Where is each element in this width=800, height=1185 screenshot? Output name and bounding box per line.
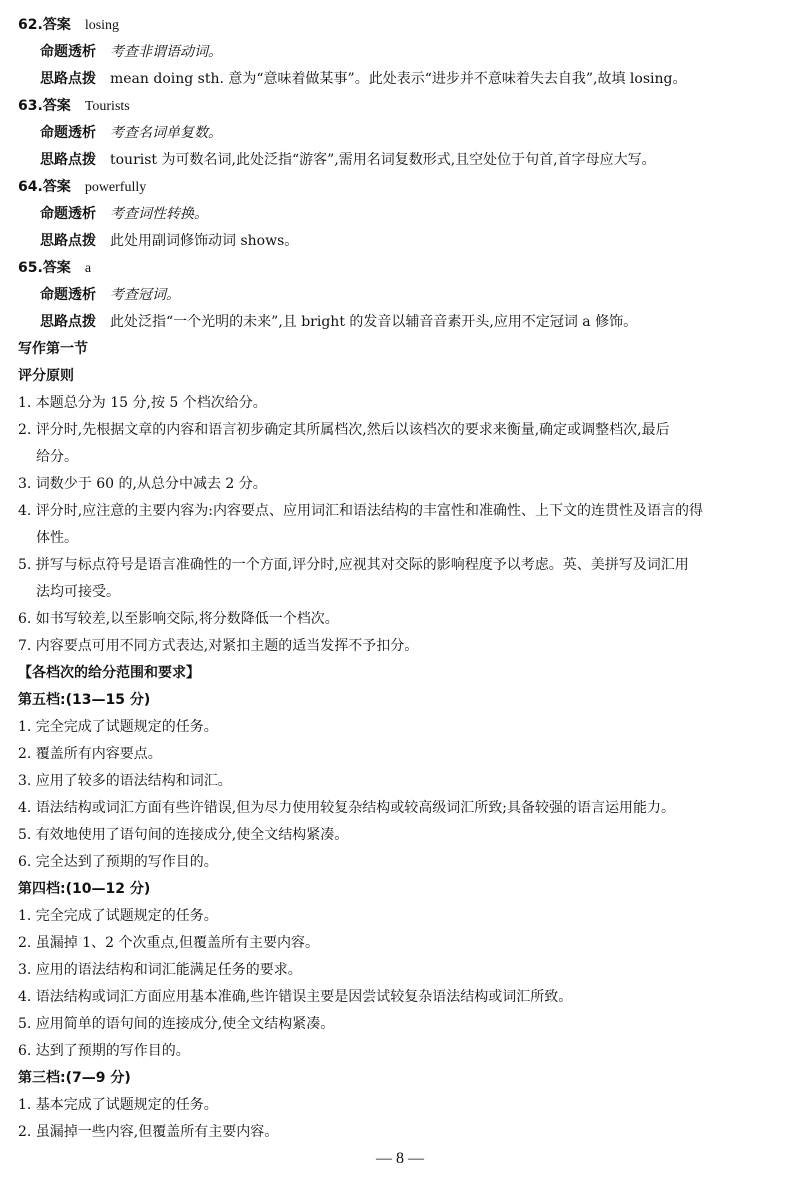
level-5-item: 3. 应用了较多的语法结构和词汇。 xyxy=(18,773,232,789)
hint-64 xyxy=(18,228,786,255)
level-5-item: 5. 有效地使用了语句间的连接成分,使全文结构紧凑。 xyxy=(18,827,349,843)
hint-label: 思路点拨 xyxy=(40,71,96,87)
hint-label: 思路点拨 xyxy=(40,233,96,249)
section-title: 写作第一节 xyxy=(18,341,88,357)
level-3-item: 1. 基本完成了试题规定的任务。 xyxy=(18,1097,218,1113)
answer-value: a xyxy=(84,261,92,276)
question-number: 62. xyxy=(18,17,43,33)
analysis-text: 考查词性转换。 xyxy=(110,206,208,222)
principle-item: 5. 拼写与标点符号是语言准确性的一个方面,评分时,应视其对交际的影响程度予以考虑。英、美拼写及词汇用 xyxy=(18,557,689,573)
principle-item: 1. 本题总分为 15 分,按 5 个档次给分。 xyxy=(18,395,267,411)
analysis-label: 命题透析 xyxy=(40,125,96,141)
principles-title: 评分原则 xyxy=(18,368,74,384)
principle-item-continued: 法均可接受。 xyxy=(36,584,120,600)
level-5-item: 2. 覆盖所有内容要点。 xyxy=(18,746,162,762)
level-4-item: 5. 应用简单的语句间的连接成分,使全文结构紧凑。 xyxy=(18,1016,335,1032)
level-4-item: 4. 语法结构或词汇方面应用基本准确,些许错误主要是因尝试较复杂语法结构或词汇所致。 xyxy=(18,989,573,1005)
analysis-text: 考查冠词。 xyxy=(110,287,180,303)
level-4-item: 6. 达到了预期的写作目的。 xyxy=(18,1043,190,1059)
question-number: 65. xyxy=(18,260,43,276)
analysis-label: 命题透析 xyxy=(40,287,96,303)
principle-item: 7. 内容要点可用不同方式表达,对紧扣主题的适当发挥不予扣分。 xyxy=(18,638,419,654)
answer-value: losing xyxy=(84,18,120,33)
level-5-item: 4. 语法结构或词汇方面有些许错误,但为尽力使用较复杂结构或较高级词汇所致;具备较强的语言运用能力。 xyxy=(18,800,675,816)
answer-value: powerfully xyxy=(84,180,147,195)
answer-label: 答案 xyxy=(42,17,71,33)
level-5-item: 6. 完全达到了预期的写作目的。 xyxy=(18,854,218,870)
answer-value: Tourists xyxy=(84,99,130,114)
hint-65 xyxy=(18,309,786,336)
principle-item: 6. 如书写较差,以至影响交际,将分数降低一个档次。 xyxy=(18,611,339,627)
level-3-item: 2. 虽漏掉一些内容,但覆盖所有主要内容。 xyxy=(18,1124,279,1140)
principle-item-continued: 体性。 xyxy=(36,530,78,546)
page-content xyxy=(18,12,786,1146)
level-4-item: 2. 虽漏掉 1、2 个次重点,但覆盖所有主要内容。 xyxy=(18,935,319,951)
levels-title: 【各档次的给分范围和要求】 xyxy=(18,665,200,681)
analysis-label: 命题透析 xyxy=(40,206,96,222)
analysis-62 xyxy=(18,39,786,66)
level-5-title: 第五档:(13—15 分) xyxy=(18,692,151,708)
analysis-63 xyxy=(18,120,786,147)
answer-label: 答案 xyxy=(42,98,71,114)
hint-text: mean doing sth. 意为“意味着做某事”。此处表示“进步并不意味着失去自我”,故填 losing。 xyxy=(110,71,687,87)
answer-64 xyxy=(18,174,786,201)
hint-63 xyxy=(18,147,786,174)
analysis-text: 考查非谓语动词。 xyxy=(110,44,222,60)
answer-63 xyxy=(18,93,786,120)
hint-label: 思路点拨 xyxy=(40,314,96,330)
answer-label: 答案 xyxy=(42,179,71,195)
level-5-item: 1. 完全完成了试题规定的任务。 xyxy=(18,719,218,735)
answer-62 xyxy=(18,12,786,39)
analysis-text: 考查名词单复数。 xyxy=(110,125,222,141)
hint-text: 此处泛指“一个光明的未来”,且 bright 的发音以辅音音素开头,应用不定冠词 a 修饰。 xyxy=(110,314,638,330)
analysis-label: 命题透析 xyxy=(40,44,96,60)
principle-item: 4. 评分时,应注意的主要内容为:内容要点、应用词汇和语法结构的丰富性和准确性、上下文的连贯性及语言的得 xyxy=(18,503,703,519)
level-4-title: 第四档:(10—12 分) xyxy=(18,881,151,897)
hint-62 xyxy=(18,66,786,93)
answer-label: 答案 xyxy=(42,260,71,276)
level-3-title: 第三档:(7—9 分) xyxy=(18,1070,131,1086)
analysis-64 xyxy=(18,201,786,228)
analysis-65 xyxy=(18,282,786,309)
hint-text: 此处用副词修饰动词 shows。 xyxy=(110,233,299,249)
principle-item-continued: 给分。 xyxy=(36,449,78,465)
question-number: 63. xyxy=(18,98,43,114)
question-number: 64. xyxy=(18,179,43,195)
hint-text: tourist 为可数名词,此处泛指“游客”,需用名词复数形式,且空处位于句首,首字母应大写。 xyxy=(110,152,656,168)
level-4-item: 3. 应用的语法结构和词汇能满足任务的要求。 xyxy=(18,962,302,978)
answer-65 xyxy=(18,255,786,282)
page-number: — 8 — xyxy=(376,1150,424,1167)
principle-item: 2. 评分时,先根据文章的内容和语言初步确定其所属档次,然后以该档次的要求来衡量,确定或调整档次,最后 xyxy=(18,422,670,438)
level-4-item: 1. 完全完成了试题规定的任务。 xyxy=(18,908,218,924)
principle-item: 3. 词数少于 60 的,从总分中减去 2 分。 xyxy=(18,476,267,492)
hint-label: 思路点拨 xyxy=(40,152,96,168)
